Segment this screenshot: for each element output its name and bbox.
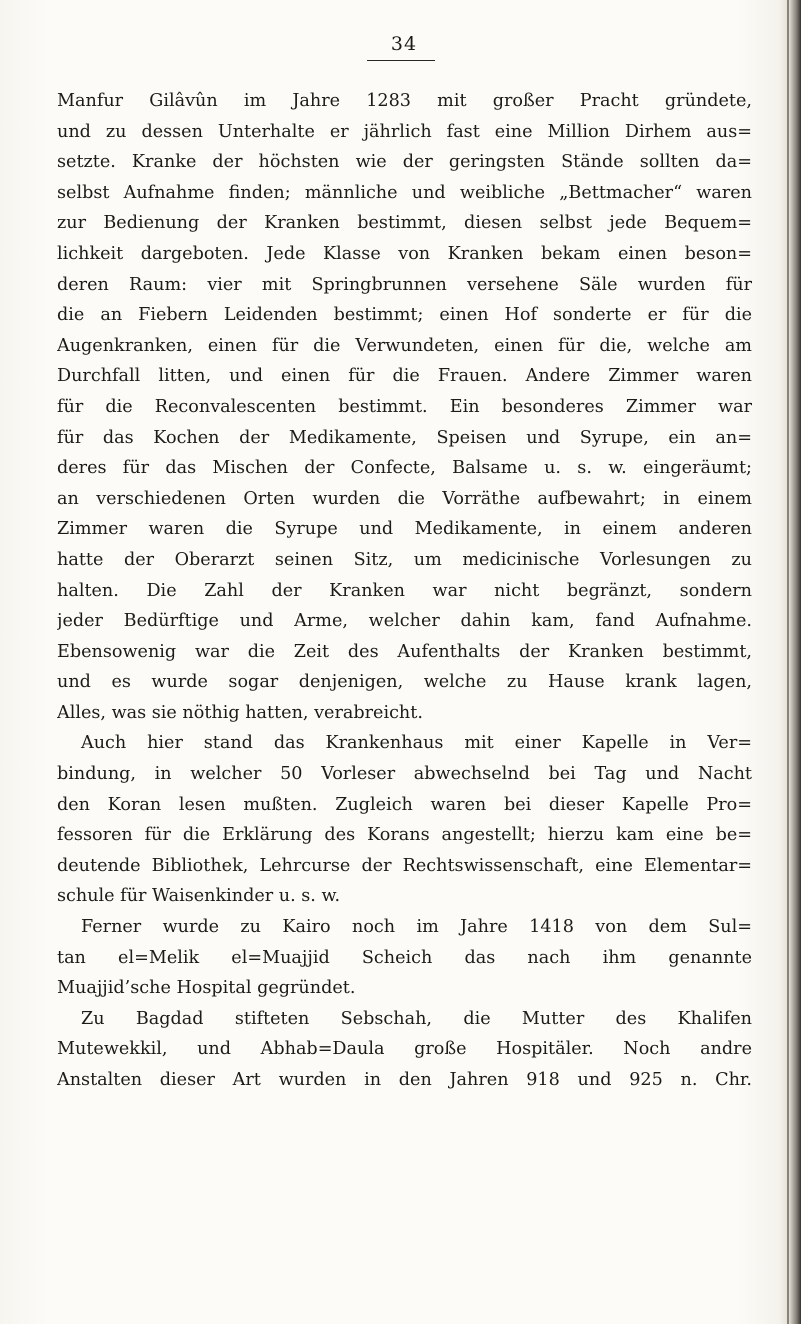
text-line: und es wurde sogar denjenigen, welche zu Hause krank lagen, — [57, 672, 752, 693]
text-line: Zimmer waren die Syrupe und Medikamente, in einem anderen — [57, 519, 752, 540]
text-line: an verschiedenen Orten wurden die Vorräthe aufbewahrt; in einem — [57, 488, 752, 509]
paragraph — [57, 86, 752, 728]
text-line: Zu Bagdad stifteten Sebschah, die Mutter des Khalifen — [81, 1008, 752, 1029]
page-edge-shadow — [779, 0, 801, 1324]
text-line: selbst Aufnahme finden; männliche und weibliche „Bettmacher“ waren — [57, 182, 752, 203]
text-line: Mutewekkil, und Abhab=Daula große Hospitäler. Noch andre — [57, 1039, 752, 1060]
page-number-rule — [367, 60, 435, 61]
page-edge-line — [787, 0, 789, 1324]
text-line: zur Bedienung der Kranken bestimmt, diesen selbst jede Bequem= — [57, 213, 752, 234]
page-number: 34 — [390, 33, 418, 55]
text-line: Augenkranken, einen für die Verwundeten, einen für die, welche am — [57, 335, 752, 356]
text-line: den Koran lesen mußten. Zugleich waren bei dieser Kapelle Pro= — [57, 794, 752, 815]
text-line: deres für das Mischen der Confecte, Balsame u. s. w. eingeräumt; — [57, 458, 752, 479]
text-line: und zu dessen Unterhalte er jährlich fast eine Million Dirhem aus= — [57, 121, 752, 142]
text-line: für das Kochen der Medikamente, Speisen und Syrupe, ein an= — [57, 427, 752, 448]
text-line: deutende Bibliothek, Lehrcurse der Rechtswissenschaft, eine Elementar= — [57, 855, 752, 876]
text-line: Manfur Gilâvûn im Jahre 1283 mit großer Pracht gründete, — [57, 91, 752, 111]
text-line: Alles, was sie nöthig hatten, verabreicht. — [57, 702, 423, 723]
text-line: bindung, in welcher 50 Vorleser abwechselnd bei Tag und Nacht — [57, 764, 752, 785]
text-line: für die Reconvalescenten bestimmt. Ein besonderes Zimmer war — [57, 396, 752, 417]
body-text — [57, 86, 752, 1096]
text-line: schule für Waisenkinder u. s. w. — [57, 886, 341, 907]
paragraph — [57, 1004, 752, 1096]
text-line: Auch hier stand das Krankenhaus mit einer Kapelle in Ver= — [81, 733, 752, 754]
text-line: jeder Bedürftige und Arme, welcher dahin kam, fand Aufnahme. — [57, 611, 752, 632]
text-line: halten. Die Zahl der Kranken war nicht begränzt, sondern — [57, 580, 752, 601]
text-line: Durchfall litten, und einen für die Frauen. Andere Zimmer waren — [57, 366, 752, 387]
text-line: setzte. Kranke der höchsten wie der geringsten Stände sollten da= — [57, 152, 752, 173]
text-line: fessoren für die Erklärung des Korans angestellt; hierzu kam eine be= — [57, 825, 752, 846]
text-line: die an Fiebern Leidenden bestimmt; einen Hof sonderte er für die — [57, 305, 752, 326]
text-line: lichkeit dargeboten. Jede Klasse von Kranken bekam einen beson= — [57, 243, 752, 264]
text-line: Ebensowenig war die Zeit des Aufenthalts der Kranken bestimmt, — [57, 641, 752, 662]
text-line: deren Raum: vier mit Springbrunnen versehene Säle wurden für — [57, 274, 752, 295]
text-line: Muajjid’sche Hospital gegründet. — [57, 978, 356, 999]
text-line: Ferner wurde zu Kairo noch im Jahre 1418 von dem Sul= — [81, 917, 752, 938]
text-line: Anstalten dieser Art wurden in den Jahren 918 und 925 n. Chr. — [57, 1070, 752, 1090]
paragraph — [57, 912, 752, 1004]
paragraph — [57, 728, 752, 912]
text-line: tan el=Melik el=Muajjid Scheich das nach ihm genannte — [57, 947, 752, 968]
text-line: hatte der Oberarzt seinen Sitz, um medicinische Vorlesungen zu — [57, 549, 752, 570]
